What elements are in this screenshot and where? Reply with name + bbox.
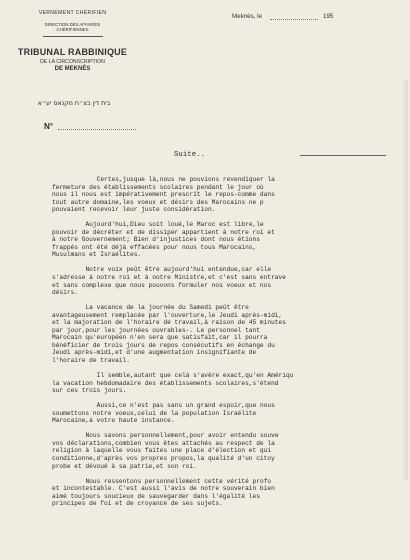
body-line: s'adresse à notre roi et à notre Ministre,et c'est sans entrave xyxy=(52,274,286,282)
body-line: Nous savons personnellement,pour avoir entendu souve xyxy=(85,432,279,440)
header-divider xyxy=(43,36,103,37)
hebrew-heading: בית דין בצ״ח מקנאס יע״א xyxy=(37,100,111,107)
direction-heading xyxy=(10,22,135,32)
continuation-rule xyxy=(300,155,386,156)
body-line: bénéficier de trois jours de repos consécutifs en échange du xyxy=(52,341,275,349)
body-line: Notre voix peût être aujourd'hui entendue,car elle xyxy=(85,266,272,274)
body-line: sur ces trois jours. xyxy=(52,387,127,395)
body-line: La vacance de la journée du Samedi peût être xyxy=(85,304,249,312)
body-line: avantageusement remplacée par l'ouverture,le Jeudi après-midi, xyxy=(52,311,283,319)
page-edge-shadow xyxy=(402,80,408,480)
body-line: soumettons notre voeux,celui de la population Israélite xyxy=(52,409,257,417)
body-line: principes de foi et de croyance de ses sujets. xyxy=(52,500,223,508)
dateline-blank xyxy=(270,19,318,20)
body-paragraph xyxy=(52,304,408,364)
body-line: par jour,pour les journées ouvrables-. Le personnel tant xyxy=(52,326,260,334)
body-line: probe et dévoué à sa patrie,et son roi. xyxy=(52,462,197,470)
direction-line: DIRECTION DES AFFAIRES xyxy=(44,22,101,27)
body-line: frappés ont été déjà effacées pour nous tous Marocains, xyxy=(52,243,257,251)
body-line: désirs. xyxy=(52,289,78,297)
body-paragraph xyxy=(52,266,408,296)
body-line: pouvoir de décréter et de dissiper appartient à notre roi et xyxy=(52,228,275,236)
direction-line: CHÉRIFIENNES xyxy=(56,27,89,32)
body-paragraph xyxy=(52,432,408,470)
body-line: fermeture des établissements scolaires pendant le jour où xyxy=(52,183,264,191)
body-line: Jeudi après-midi,et d'une augmentation insignifiante de xyxy=(52,349,257,357)
body-paragraph xyxy=(52,176,408,214)
body-line: Aussi,ce n'est pas sans un grand espoir,que nous xyxy=(96,402,275,410)
body-line: Marocaine,à votre haute instance. xyxy=(52,417,175,425)
body-line: Certes,jusque là,nous ne pouvions revendiquer la xyxy=(96,176,275,183)
body-line: et incontestable. C'est aussi l'avis de notre souverain bien xyxy=(52,485,275,493)
body-line: et la majoration de l'horaire de travail,à raison de 45 minutes xyxy=(52,319,286,327)
body-line: Aujourd'hui,Dieu soit loué,le Maroc est libre,le xyxy=(85,221,264,229)
body-line: Musulmans et Israélites. xyxy=(52,251,142,259)
dateline-year: 195 xyxy=(323,13,334,20)
government-heading: VERNEMENT CHÉRIFIEN xyxy=(38,10,107,16)
reference-number-line xyxy=(58,129,136,130)
body-line: Il semble,autant que celà s'avère exact,qu'en Amériqu xyxy=(96,372,294,380)
body-paragraph xyxy=(52,372,408,395)
body-paragraph xyxy=(52,478,408,508)
tribunal-title: TRIBUNAL RABBINIQUE xyxy=(17,47,128,57)
body-line: la vacation hebdomadaire des établissements scolaires,s'étend xyxy=(52,379,279,387)
body-line: et sans complexe que nous pouvons formuler nos voeux et nos xyxy=(52,281,272,289)
body-line: Marocain qu'européen n'en sera que satisfait,car il pourra xyxy=(52,334,268,342)
body-paragraph xyxy=(52,221,408,259)
continuation-label: Suite.. xyxy=(174,151,206,159)
body-line: l'horaire de travail. xyxy=(52,356,130,364)
dateline-place: Meknès, le xyxy=(232,13,262,20)
body-line: pouvaient recevoir leur juste considération. xyxy=(52,206,216,214)
circonscription-label: DE LA CIRCONSCRIPTION xyxy=(40,59,105,65)
body-line: conditionne,d'après vos propres propos,la qualité d'un citoy xyxy=(52,454,275,462)
body-line: nous il nous est impérativement prescrit le repos-comme dans xyxy=(52,191,275,199)
letter-body xyxy=(52,176,408,515)
body-line: vos déclarations,combien vous êtes attachés au respect de la xyxy=(52,439,275,447)
reference-number-label: N° xyxy=(44,122,53,131)
body-line: tout autre domaine,les voeux et désirs des Marocains ne p xyxy=(52,198,264,206)
city-label: DE MEKNÈS xyxy=(54,66,91,72)
body-line: Nous ressentons personnellement cette vérité profo xyxy=(85,477,272,485)
body-line: religion à laquelle vous faites une place d'élection et qui xyxy=(52,447,272,455)
letterhead xyxy=(10,10,135,72)
body-line: à notre Gouvernement; Bien d'injustices dont nous étions xyxy=(52,236,260,244)
body-paragraph xyxy=(52,402,408,425)
body-line: aimé toujours soucieux de sauvegarder dans l'égalité les xyxy=(52,492,260,500)
